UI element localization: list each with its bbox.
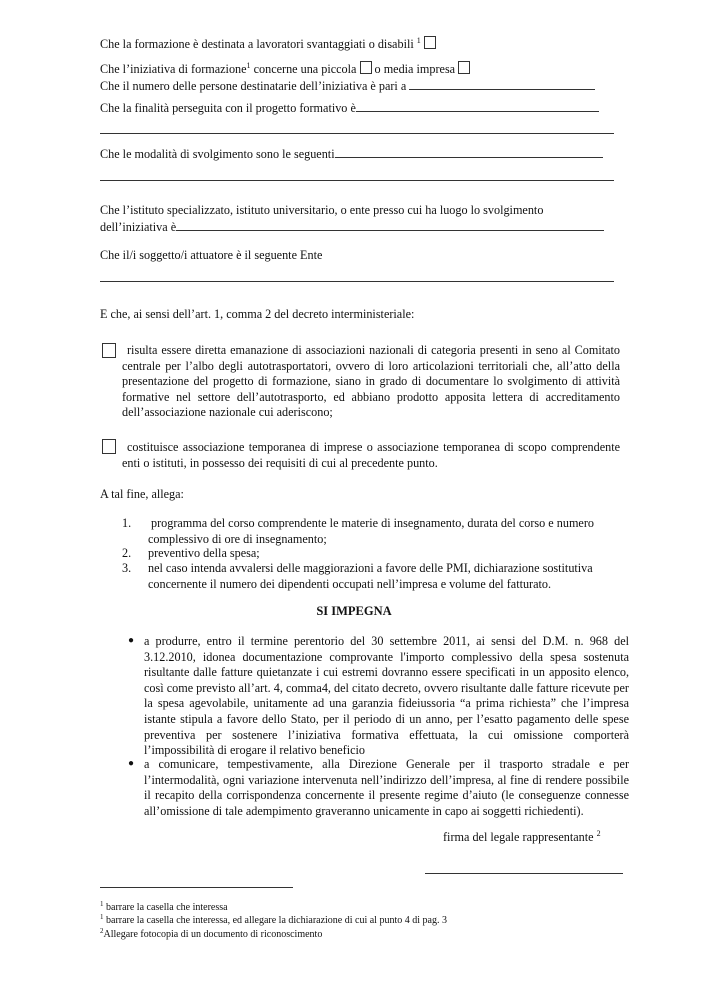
footnote-1 <box>100 902 228 913</box>
soggetto-field-line[interactable] <box>100 281 614 282</box>
footnote-mark: 2 <box>100 927 104 935</box>
decl-modalita-text: Che le modalità di svolgimento sono le seguenti <box>100 147 335 161</box>
bullet-icon: ● <box>128 635 135 646</box>
decl-soggetto <box>100 248 322 263</box>
footnote-text: barrare la casella che interessa <box>106 902 228 913</box>
footnote-ref: 1 <box>246 61 251 70</box>
allega-item-2-num: 2. <box>122 546 132 560</box>
footnote-2 <box>100 915 447 926</box>
decl-finalita-text: Che la finalità perseguita con il progetto formativo è <box>100 101 356 115</box>
decl-modalita <box>100 146 603 162</box>
decl-formazione-text: Che la formazione è destinata a lavoratori svantaggiati o disabili <box>100 37 414 51</box>
allega-item-2: preventivo della spesa; <box>148 546 260 560</box>
footnote-text: Allegare fotocopia di un documento di riconoscimento <box>103 929 323 940</box>
allega-item-3: nel caso intenda avvalersi delle maggiorazioni a favore delle PMI, dichiarazione sostitutiva concernente il numero dei dipendenti occupati nell’impresa e volume del fatturato. <box>148 561 593 591</box>
footnote-mark: 1 <box>100 913 104 921</box>
decl-ai-sensi-text: E che, ai sensi dell’art. 1, comma 2 del decreto interministeriale: <box>100 307 415 321</box>
allega-intro-text: A tal fine, allega: <box>100 487 184 501</box>
modalita-field-line[interactable] <box>100 180 614 181</box>
decl-formazione-svantaggiati <box>100 36 436 52</box>
option-ati-text: costituisce associazione temporanea di imprese o associazione temporanea di scopo comprendente enti o istituti, in possesso dei requisiti di cui al precedente punto. <box>122 440 620 470</box>
footnote-separator <box>100 887 293 888</box>
checkbox-piccola-impresa[interactable] <box>360 61 372 74</box>
modalita-field[interactable] <box>335 146 603 158</box>
istituto-field[interactable] <box>176 219 604 231</box>
firma-label <box>443 830 601 845</box>
decl-soggetto-text: Che il/i soggetto/i attuatore è il seguente Ente <box>100 248 323 262</box>
checkbox-option-ati[interactable] <box>102 439 116 454</box>
finalita-field[interactable] <box>356 100 599 112</box>
decl-istituto-line2: dell’iniziativa è <box>100 220 177 234</box>
decl-iniziativa-piccola: concerne una piccola <box>253 62 357 76</box>
allega-item-1: programma del corso comprendente le materie di insegnamento, durata del corso e numero complessivo di ore di insegnamento; <box>148 516 594 546</box>
firma-label-text: firma del legale rappresentante <box>443 830 594 844</box>
allega-item-1-num: 1. <box>122 516 132 530</box>
decl-ai-sensi <box>100 307 414 322</box>
option-ati <box>122 440 620 471</box>
numero-persone-field[interactable] <box>409 78 595 90</box>
decl-iniziativa-media: o media impresa <box>374 62 456 76</box>
decl-iniziativa <box>100 61 470 77</box>
decl-istituto-line2-wrap <box>100 219 604 235</box>
footnote-mark: 1 <box>100 900 104 908</box>
decl-istituto <box>100 203 629 219</box>
footnote-3 <box>100 929 322 940</box>
option-associazione-text: risulta essere diretta emanazione di associazioni nazionali di categoria presenti in seno al Comitato centrale per l’albo degli autotrasportatori, ovvero di loro articolazioni territoriali che, all’atto della presentazione del progetto di formazione, siano in grado di documentare lo svolgimento di attività formative nel settore dell’autotrasporto, ed abbiano prodotto apposita lettera di accreditamento dell’associazione nazionale cui aderiscono; <box>122 343 620 420</box>
decl-numero-persone <box>100 78 595 94</box>
footnote-ref: 1 <box>416 36 421 45</box>
decl-finalita <box>100 100 599 116</box>
footnote-ref: 2 <box>596 829 601 838</box>
allega-item-3-num: 3. <box>122 561 132 575</box>
decl-iniziativa-text: Che l’iniziativa di formazione <box>100 62 247 76</box>
bullet-icon: ● <box>128 758 135 769</box>
section-title-si-impegna: SI IMPEGNA <box>316 604 392 618</box>
option-associazione <box>122 343 620 421</box>
footnote-text: barrare la casella che interessa, ed allegare la dichiarazione di cui al punto 4 di pag. 3 <box>106 915 447 926</box>
decl-numero-text: Che il numero delle persone destinatarie dell’iniziativa è pari a <box>100 79 407 93</box>
impegna-item-1: a produrre, entro il termine perentorio del 30 settembre 2011, ai sensi del D.M. n. 968 del 3.12.2010, idonea documentazione comprovante l'importo complessivo della spesa sostenuta risultante dalle fatture quietanzate i cui estremi dovranno essere specificati in un apposito elenco, così come previsto all’art. 4, comma4, del citato decreto, ovvero risultante dalle fatture ricevute per la spesa agevolabile, unitamente ad una garanzia fideiussoria “a prima richiesta” che l’impresa istante stipula a favore dello Stato, per il periodo di un anno, per l’esatto pagamento delle spese preventiva per sostenere l’iniziativa formativa effettuata, la cui omissione comporterà l’impossibilità di erogare il relativo beneficio <box>144 634 629 758</box>
checkbox-svantaggiati[interactable] <box>424 36 436 49</box>
checkbox-media-impresa[interactable] <box>458 61 470 74</box>
impegna-item-2: a comunicare, tempestivamente, alla Direzione Generale per il trasporto stradale e per l’intermodalità, ogni variazione intervenuta nell’indirizzo dell’impresa, al fine di rendere possibile il recapito della corrispondenza concernente il presente regime d’aiuto (le conseguenze connesse all’omissione di tale adempimento graveranno unicamente in capo ai soggetti richiedenti). <box>144 757 629 818</box>
decl-istituto-line1: Che l’istituto specializzato, istituto universitario, o ente presso cui ha luogo lo svolgimento <box>100 203 544 217</box>
firma-signature-line[interactable] <box>425 873 623 874</box>
finalita-field-line[interactable] <box>100 133 614 134</box>
checkbox-option-associazione[interactable] <box>102 343 116 358</box>
allega-intro <box>100 487 184 502</box>
